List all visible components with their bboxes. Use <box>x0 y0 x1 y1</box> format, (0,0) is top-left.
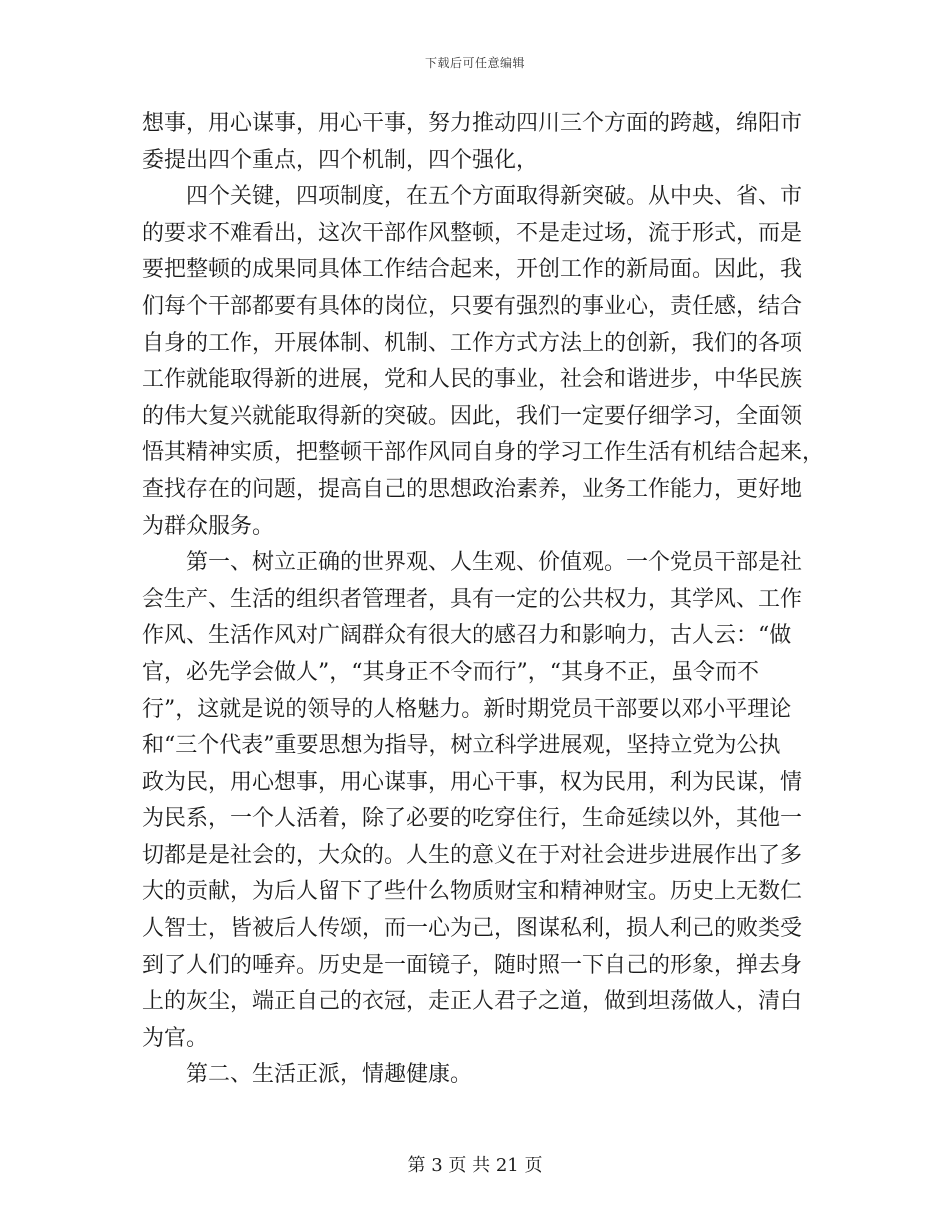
text-line: 们每个干部都要有具体的岗位，只要有强烈的事业心，责任感，结合 <box>142 293 803 319</box>
text-line: 查找存在的问题，提高自己的思想政治素养，业务工作能力，更好地 <box>142 476 803 502</box>
text-line: 工作就能取得新的进展，党和人民的事业，社会和谐进步，中华民族 <box>142 367 803 393</box>
text-line: 四个关键，四项制度，在五个方面取得新突破。从中央、省、市 <box>142 184 803 210</box>
text-line: 政为民，用心想事，用心谋事，用心干事，权为民用，利为民谋，情 <box>142 769 803 795</box>
text-line: 第二、生活正派，情趣健康。 <box>142 1062 473 1088</box>
text-line: 作风、生活作风对广阔群众有很大的感召力和影响力，古人云：“做 <box>142 623 792 649</box>
text-line: 官，必先学会做人”，“其身正不令而行”，“其身不正，虽令而不 <box>142 659 759 685</box>
text-line: 人智士，皆被后人传颂，而一心为己，图谋私利，损人利己的败类受 <box>142 916 803 942</box>
body-text <box>142 106 825 1094</box>
text-line: 和“三个代表”重要思想为指导，树立科学进展观，坚持立党为公执 <box>142 733 781 759</box>
text-line: 的要求不难看出，这次干部作风整顿，不是走过场，流于形式，而是 <box>142 220 803 246</box>
text-line: 会生产、生活的组织者管理者，具有一定的公共权力，其学风、工作 <box>142 586 803 612</box>
text-line: 行”，这就是说的领导的人格魅力。新时期党员干部要以邓小平理论 <box>142 696 792 722</box>
text-line: 到了人们的唾弃。历史是一面镜子，随时照一下自己的形象，掸去身 <box>142 952 803 978</box>
page-header: 下载后可任意编辑 <box>424 56 525 70</box>
text-line: 为群众服务。 <box>142 513 275 539</box>
text-line: 想事，用心谋事，用心干事，努力推动四川三个方面的跨越，绵阳市 <box>142 111 803 136</box>
page-number: 第 3 页 共 21 页 <box>407 1155 543 1176</box>
text-line: 为民系，一个人活着，除了必要的吃穿住行，生命延续以外，其他一 <box>142 806 803 832</box>
text-line: 切都是是社会的，大众的。人生的意义在于对社会进步进展作出了多 <box>142 842 803 868</box>
text-line: 悟其精神实质，把整顿干部作风同自身的学习工作生活有机结合起来， <box>142 440 825 466</box>
text-line: 大的贡献，为后人留下了些什么物质财宝和精神财宝。历史上无数仁 <box>142 879 803 905</box>
text-line: 上的灰尘，端正自己的衣冠，走正人君子之道，做到坦荡做人，清白 <box>142 989 803 1015</box>
text-line: 委提出四个重点，四个机制，四个强化， <box>142 147 539 173</box>
text-line: 的伟大复兴就能取得新的突破。因此，我们一定要仔细学习，全面领 <box>142 403 803 429</box>
text-line: 第一、树立正确的世界观、人生观、价值观。一个党员干部是社 <box>142 550 803 576</box>
text-line: 为官。 <box>142 1025 209 1051</box>
text-line: 自身的工作，开展体制、机制、工作方式方法上的创新，我们的各项 <box>142 330 803 356</box>
text-line: 要把整顿的成果同具体工作结合起来，开创工作的新局面。因此，我 <box>142 257 803 283</box>
